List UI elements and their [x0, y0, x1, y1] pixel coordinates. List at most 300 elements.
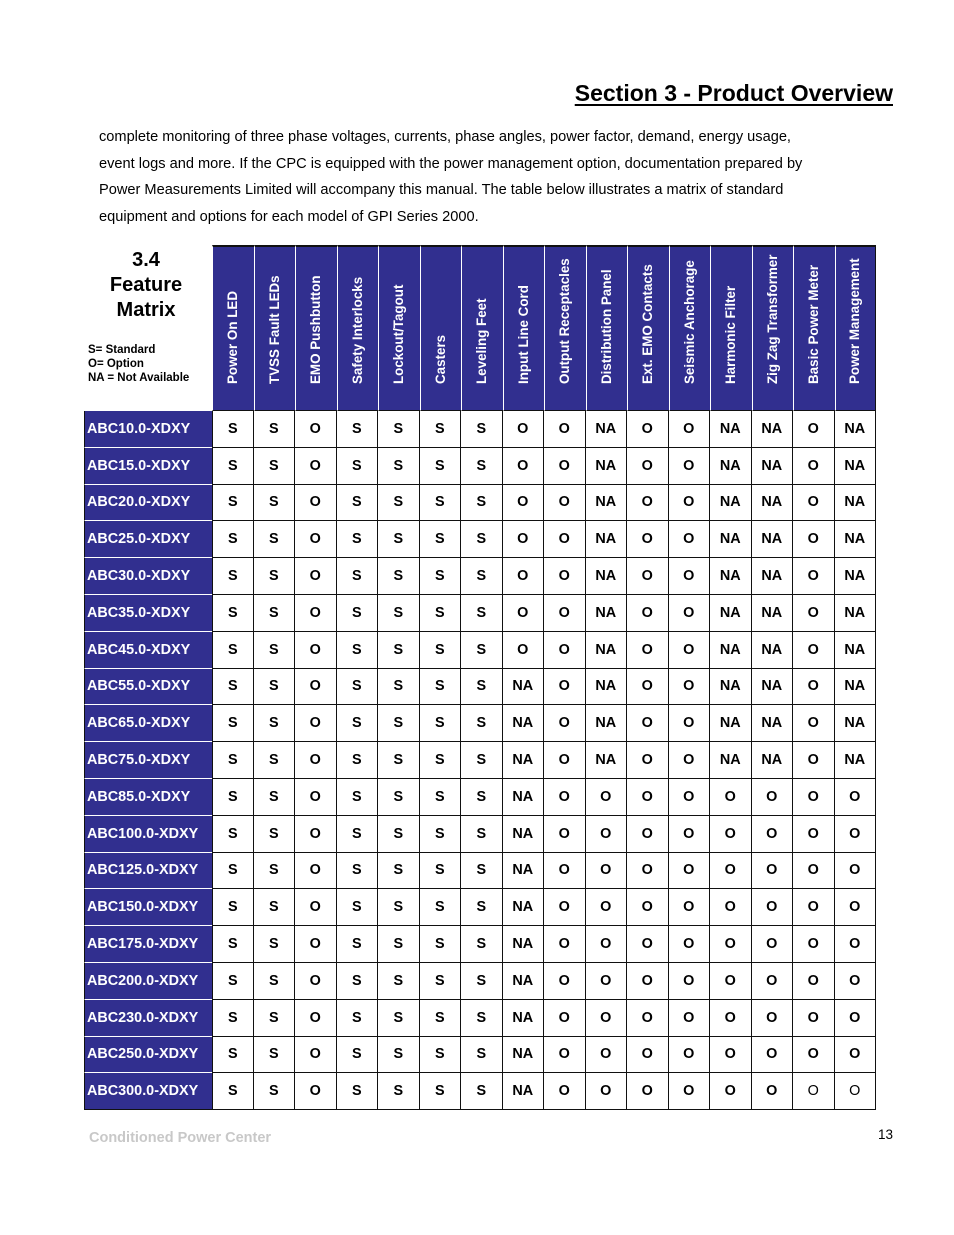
matrix-cell: O: [586, 1000, 628, 1037]
matrix-cell: NA: [586, 448, 628, 485]
column-header-label: Lockout/Tagout: [391, 284, 407, 384]
matrix-cell: NA: [503, 669, 545, 706]
model-label: ABC150.0-XDXY: [84, 889, 212, 926]
column-header-label: TVSS Fault LEDs: [266, 275, 282, 384]
matrix-cell: O: [752, 1000, 794, 1037]
matrix-cell: S: [378, 853, 420, 890]
column-header: [669, 245, 711, 411]
matrix-cell: S: [420, 595, 462, 632]
matrix-cell: S: [461, 558, 503, 595]
matrix-cell: O: [710, 1073, 752, 1110]
matrix-cell: S: [420, 558, 462, 595]
matrix-cell: S: [378, 705, 420, 742]
column-header-label: Distribution Panel: [598, 269, 614, 384]
column-header-label: Zig Zag Transformer: [764, 254, 780, 384]
model-label: ABC20.0-XDXY: [84, 485, 212, 522]
matrix-cell: S: [420, 448, 462, 485]
section-title: Section 3 - Product Overview: [574, 80, 893, 106]
intro-line: event logs and more. If the CPC is equipped with the power management option, documentation prepared by: [99, 155, 803, 172]
matrix-cell: S: [461, 595, 503, 632]
intro-line: complete monitoring of three phase voltages, currents, phase angles, power factor, demand, energy usage,: [99, 129, 791, 145]
matrix-cell: S: [254, 558, 296, 595]
matrix-cell: O: [669, 448, 711, 485]
intro-line: Power Measurements Limited will accompany this manual. The table below illustrates a matrix of standard: [99, 182, 784, 198]
matrix-cell: NA: [710, 742, 752, 779]
matrix-cell: O: [295, 521, 337, 558]
matrix-cell: O: [793, 521, 835, 558]
matrix-cell: O: [295, 963, 337, 1000]
matrix-cell: S: [378, 816, 420, 853]
matrix-cell: S: [420, 742, 462, 779]
matrix-cell: O: [669, 669, 711, 706]
matrix-cell: O: [793, 595, 835, 632]
matrix-cell: S: [420, 521, 462, 558]
matrix-cell: S: [212, 558, 254, 595]
matrix-cell: S: [337, 448, 379, 485]
matrix-cell: S: [420, 1073, 462, 1110]
matrix-cell: O: [295, 705, 337, 742]
matrix-cell: NA: [752, 705, 794, 742]
matrix-cell: S: [337, 816, 379, 853]
matrix-cell: S: [461, 485, 503, 522]
matrix-cell: S: [461, 889, 503, 926]
matrix-cell: S: [254, 485, 296, 522]
column-header-label: Basic Power Meter: [806, 264, 822, 384]
model-label: ABC300.0-XDXY: [84, 1073, 212, 1110]
matrix-cell: O: [295, 485, 337, 522]
matrix-cell: O: [669, 853, 711, 890]
matrix-cell: NA: [503, 816, 545, 853]
matrix-cell: NA: [710, 558, 752, 595]
matrix-cell: NA: [710, 632, 752, 669]
matrix-cell: S: [378, 448, 420, 485]
column-header: [420, 245, 462, 411]
matrix-cell: O: [669, 1000, 711, 1037]
matrix-cell: O: [295, 926, 337, 963]
matrix-cell: O: [752, 926, 794, 963]
matrix-cell: NA: [710, 669, 752, 706]
matrix-cell: S: [378, 889, 420, 926]
matrix-cell: O: [752, 1073, 794, 1110]
matrix-cell: O: [544, 742, 586, 779]
matrix-cell: O: [503, 632, 545, 669]
matrix-cell: S: [461, 669, 503, 706]
model-label: ABC10.0-XDXY: [84, 411, 212, 448]
matrix-cell: S: [337, 705, 379, 742]
matrix-heading: [84, 248, 208, 323]
matrix-cell: NA: [752, 521, 794, 558]
matrix-cell: O: [835, 926, 877, 963]
matrix-cell: O: [835, 1000, 877, 1037]
matrix-cell: O: [544, 705, 586, 742]
model-label: ABC250.0-XDXY: [84, 1037, 212, 1074]
matrix-cell: S: [337, 1037, 379, 1074]
matrix-cell: NA: [752, 595, 794, 632]
matrix-cell: NA: [835, 411, 877, 448]
legend-item: NA = Not Available: [88, 372, 190, 384]
matrix-cell: S: [337, 1000, 379, 1037]
matrix-cell: O: [627, 558, 669, 595]
column-header: [254, 245, 296, 411]
column-header-label: Output Receptacles: [557, 258, 573, 384]
matrix-cell: O: [627, 595, 669, 632]
matrix-cell: O: [669, 558, 711, 595]
matrix-cell: O: [710, 963, 752, 1000]
matrix-cell: NA: [586, 485, 628, 522]
model-label: ABC75.0-XDXY: [84, 742, 212, 779]
matrix-cell: O: [669, 521, 711, 558]
matrix-cell: O: [544, 558, 586, 595]
matrix-cell: S: [378, 558, 420, 595]
matrix-cell: S: [337, 632, 379, 669]
matrix-cell: O: [503, 521, 545, 558]
matrix-cell: NA: [503, 705, 545, 742]
matrix-cell: S: [461, 705, 503, 742]
model-label: ABC35.0-XDXY: [84, 595, 212, 632]
matrix-cell: NA: [586, 411, 628, 448]
matrix-cell: O: [627, 889, 669, 926]
matrix-cell: S: [212, 1037, 254, 1074]
matrix-cell: O: [835, 889, 877, 926]
matrix-cell: O: [544, 926, 586, 963]
matrix-cell: S: [420, 816, 462, 853]
matrix-cell: O: [669, 779, 711, 816]
matrix-cell: S: [212, 1000, 254, 1037]
matrix-cell: S: [461, 779, 503, 816]
matrix-cell: S: [461, 632, 503, 669]
matrix-cell: O: [835, 963, 877, 1000]
matrix-cell: S: [254, 411, 296, 448]
matrix-cell: O: [544, 411, 586, 448]
matrix-cell: S: [420, 1000, 462, 1037]
matrix-cell: S: [212, 705, 254, 742]
matrix-cell: S: [378, 1037, 420, 1074]
matrix-cell: S: [212, 1073, 254, 1110]
matrix-cell: O: [295, 1073, 337, 1110]
matrix-cell: O: [503, 595, 545, 632]
column-header: [544, 245, 586, 411]
matrix-cell: S: [212, 448, 254, 485]
matrix-cell: S: [420, 926, 462, 963]
matrix-cell: O: [669, 485, 711, 522]
matrix-cell: S: [420, 1037, 462, 1074]
column-header: [337, 245, 379, 411]
matrix-cell: NA: [503, 889, 545, 926]
matrix-cell: S: [337, 963, 379, 1000]
matrix-cell: NA: [710, 521, 752, 558]
matrix-cell: S: [420, 669, 462, 706]
matrix-cell: S: [337, 853, 379, 890]
matrix-cell: O: [793, 448, 835, 485]
matrix-cell: S: [212, 595, 254, 632]
matrix-cell: S: [378, 521, 420, 558]
matrix-cell: O: [793, 1000, 835, 1037]
model-label: ABC125.0-XDXY: [84, 853, 212, 890]
column-header-label: Leveling Feet: [474, 298, 490, 384]
matrix-cell: NA: [503, 1037, 545, 1074]
matrix-cell: S: [337, 411, 379, 448]
matrix-cell: S: [461, 411, 503, 448]
column-header: [586, 245, 628, 411]
model-label: ABC55.0-XDXY: [84, 669, 212, 706]
column-header: [212, 245, 254, 411]
matrix-cell: S: [254, 632, 296, 669]
matrix-cell: NA: [710, 485, 752, 522]
matrix-cell: NA: [835, 705, 877, 742]
matrix-cell: S: [420, 632, 462, 669]
matrix-cell: O: [793, 853, 835, 890]
model-label: ABC100.0-XDXY: [84, 816, 212, 853]
matrix-cell: O: [295, 816, 337, 853]
matrix-cell: NA: [586, 632, 628, 669]
matrix-cell: S: [378, 485, 420, 522]
matrix-cell: O: [710, 779, 752, 816]
feature-matrix-grid: [84, 245, 876, 1110]
matrix-cell: O: [295, 669, 337, 706]
matrix-cell: O: [752, 816, 794, 853]
matrix-cell: O: [544, 485, 586, 522]
matrix-cell: NA: [586, 705, 628, 742]
matrix-cell: NA: [503, 963, 545, 1000]
matrix-cell: O: [710, 889, 752, 926]
matrix-cell: S: [337, 669, 379, 706]
matrix-cell: S: [378, 669, 420, 706]
matrix-cell: O: [793, 1037, 835, 1074]
matrix-cell: O: [627, 853, 669, 890]
legend-item: S= Standard: [88, 344, 156, 356]
matrix-cell: NA: [710, 705, 752, 742]
column-header-label: Power On LED: [225, 290, 241, 384]
matrix-cell: O: [544, 632, 586, 669]
matrix-cell: NA: [710, 448, 752, 485]
matrix-cell: O: [586, 963, 628, 1000]
matrix-cell: O: [710, 853, 752, 890]
matrix-cell: O: [793, 963, 835, 1000]
matrix-cell: O: [669, 963, 711, 1000]
matrix-cell: NA: [752, 632, 794, 669]
matrix-cell: S: [254, 521, 296, 558]
matrix-cell: O: [586, 889, 628, 926]
matrix-cell: S: [337, 485, 379, 522]
matrix-cell: O: [669, 742, 711, 779]
matrix-cell: O: [627, 1073, 669, 1110]
matrix-cell: O: [752, 1037, 794, 1074]
matrix-cell: S: [212, 853, 254, 890]
intro-line: equipment and options for each model of GPI Series 2000.: [99, 208, 479, 225]
matrix-cell: O: [710, 1000, 752, 1037]
matrix-cell: S: [378, 963, 420, 1000]
matrix-cell: S: [378, 926, 420, 963]
matrix-cell: S: [254, 669, 296, 706]
matrix-cell: S: [212, 669, 254, 706]
matrix-cell: O: [295, 853, 337, 890]
matrix-cell: O: [752, 853, 794, 890]
matrix-legend: [88, 343, 189, 385]
matrix-heading-line: Feature: [109, 274, 183, 296]
matrix-cell: S: [337, 779, 379, 816]
column-header: [461, 245, 503, 411]
matrix-cell: S: [337, 521, 379, 558]
matrix-cell: S: [254, 595, 296, 632]
matrix-cell: S: [420, 705, 462, 742]
column-header-label: Power Management: [847, 258, 863, 384]
column-header-label: EMO Pushbutton: [308, 275, 324, 384]
matrix-cell: S: [420, 411, 462, 448]
feature-matrix: [84, 245, 876, 1110]
legend-item: O= Option: [88, 358, 144, 370]
column-header-label: Safety Interlocks: [349, 276, 365, 384]
matrix-cell: S: [378, 1000, 420, 1037]
matrix-cell: S: [378, 595, 420, 632]
matrix-cell: O: [752, 889, 794, 926]
matrix-cell: S: [461, 926, 503, 963]
matrix-cell: O: [627, 779, 669, 816]
matrix-cell: O: [669, 889, 711, 926]
matrix-cell: S: [378, 1073, 420, 1110]
matrix-cell: S: [212, 816, 254, 853]
matrix-cell: S: [461, 1000, 503, 1037]
column-header: [835, 245, 877, 411]
matrix-cell: NA: [503, 742, 545, 779]
matrix-cell: O: [295, 889, 337, 926]
matrix-cell: S: [420, 889, 462, 926]
matrix-cell: O: [669, 595, 711, 632]
matrix-cell: S: [254, 963, 296, 1000]
matrix-cell: O: [710, 926, 752, 963]
matrix-cell: NA: [586, 558, 628, 595]
matrix-cell: S: [461, 1073, 503, 1110]
matrix-cell: S: [337, 926, 379, 963]
matrix-cell: O: [295, 1037, 337, 1074]
matrix-cell: S: [254, 1037, 296, 1074]
matrix-cell: O: [627, 411, 669, 448]
model-label: ABC230.0-XDXY: [84, 1000, 212, 1037]
matrix-cell: NA: [503, 1073, 545, 1110]
matrix-cell: NA: [752, 411, 794, 448]
matrix-cell: S: [337, 889, 379, 926]
matrix-cell: O: [793, 889, 835, 926]
matrix-cell: S: [461, 963, 503, 1000]
matrix-cell: S: [378, 411, 420, 448]
matrix-cell: S: [254, 742, 296, 779]
matrix-cell: O: [835, 779, 877, 816]
matrix-heading-line: 3.4: [132, 249, 160, 271]
matrix-cell: S: [337, 558, 379, 595]
matrix-cell: O: [669, 816, 711, 853]
intro-paragraph: [99, 124, 879, 230]
matrix-cell: NA: [503, 1000, 545, 1037]
matrix-cell: O: [295, 595, 337, 632]
matrix-cell: O: [793, 705, 835, 742]
matrix-cell: S: [420, 485, 462, 522]
matrix-cell: O: [544, 963, 586, 1000]
matrix-cell: O: [793, 742, 835, 779]
model-label: ABC15.0-XDXY: [84, 448, 212, 485]
matrix-cell: O: [627, 963, 669, 1000]
matrix-cell: S: [212, 963, 254, 1000]
matrix-cell: S: [461, 742, 503, 779]
matrix-cell: NA: [503, 853, 545, 890]
matrix-cell: S: [461, 816, 503, 853]
matrix-cell: O: [627, 669, 669, 706]
matrix-corner: [84, 245, 212, 411]
model-label: ABC65.0-XDXY: [84, 705, 212, 742]
matrix-cell: O: [627, 485, 669, 522]
matrix-cell: O: [669, 705, 711, 742]
matrix-cell: O: [295, 411, 337, 448]
matrix-cell: S: [378, 632, 420, 669]
matrix-cell: O: [669, 1037, 711, 1074]
matrix-cell: O: [710, 816, 752, 853]
matrix-cell: O: [586, 779, 628, 816]
matrix-cell: O: [627, 926, 669, 963]
matrix-cell: NA: [586, 669, 628, 706]
matrix-cell: O: [586, 926, 628, 963]
matrix-cell: S: [420, 963, 462, 1000]
matrix-cell: O: [544, 779, 586, 816]
matrix-cell: NA: [835, 669, 877, 706]
matrix-cell: S: [378, 779, 420, 816]
matrix-cell: O: [793, 816, 835, 853]
matrix-cell: S: [420, 853, 462, 890]
matrix-cell: O: [544, 816, 586, 853]
matrix-cell: O: [669, 632, 711, 669]
matrix-cell: O: [586, 816, 628, 853]
matrix-cell: NA: [710, 411, 752, 448]
matrix-cell: S: [254, 448, 296, 485]
column-header-label: Input Line Cord: [515, 285, 531, 384]
matrix-cell: O: [627, 448, 669, 485]
matrix-cell: S: [461, 448, 503, 485]
matrix-cell: O: [793, 485, 835, 522]
matrix-cell: S: [337, 595, 379, 632]
footer-product-name: Conditioned Power Center: [89, 1130, 272, 1146]
column-header: [503, 245, 545, 411]
matrix-cell: S: [212, 485, 254, 522]
model-label: ABC200.0-XDXY: [84, 963, 212, 1000]
column-header: [378, 245, 420, 411]
matrix-cell: O: [586, 853, 628, 890]
matrix-cell: S: [254, 705, 296, 742]
matrix-cell: O: [295, 742, 337, 779]
model-label: ABC175.0-XDXY: [84, 926, 212, 963]
matrix-cell: S: [254, 1073, 296, 1110]
matrix-cell: O: [544, 669, 586, 706]
matrix-cell: O: [835, 816, 877, 853]
model-label: ABC25.0-XDXY: [84, 521, 212, 558]
matrix-cell: O: [503, 485, 545, 522]
matrix-cell: O: [835, 853, 877, 890]
matrix-cell: O: [835, 1037, 877, 1074]
matrix-cell: O: [627, 632, 669, 669]
matrix-cell: S: [254, 1000, 296, 1037]
matrix-cell: S: [212, 632, 254, 669]
matrix-cell: O: [295, 558, 337, 595]
matrix-cell: NA: [503, 779, 545, 816]
column-header-label: Ext. EMO Contacts: [640, 264, 656, 384]
matrix-cell: O: [793, 632, 835, 669]
matrix-cell: S: [378, 742, 420, 779]
matrix-cell: O: [295, 448, 337, 485]
matrix-heading-line: Matrix: [116, 299, 176, 321]
matrix-cell: S: [254, 816, 296, 853]
matrix-cell: NA: [752, 558, 794, 595]
matrix-cell: NA: [710, 595, 752, 632]
matrix-cell: O: [793, 1073, 835, 1110]
column-header-label: Harmonic Filter: [723, 285, 739, 384]
matrix-cell: S: [420, 779, 462, 816]
matrix-cell: S: [254, 779, 296, 816]
